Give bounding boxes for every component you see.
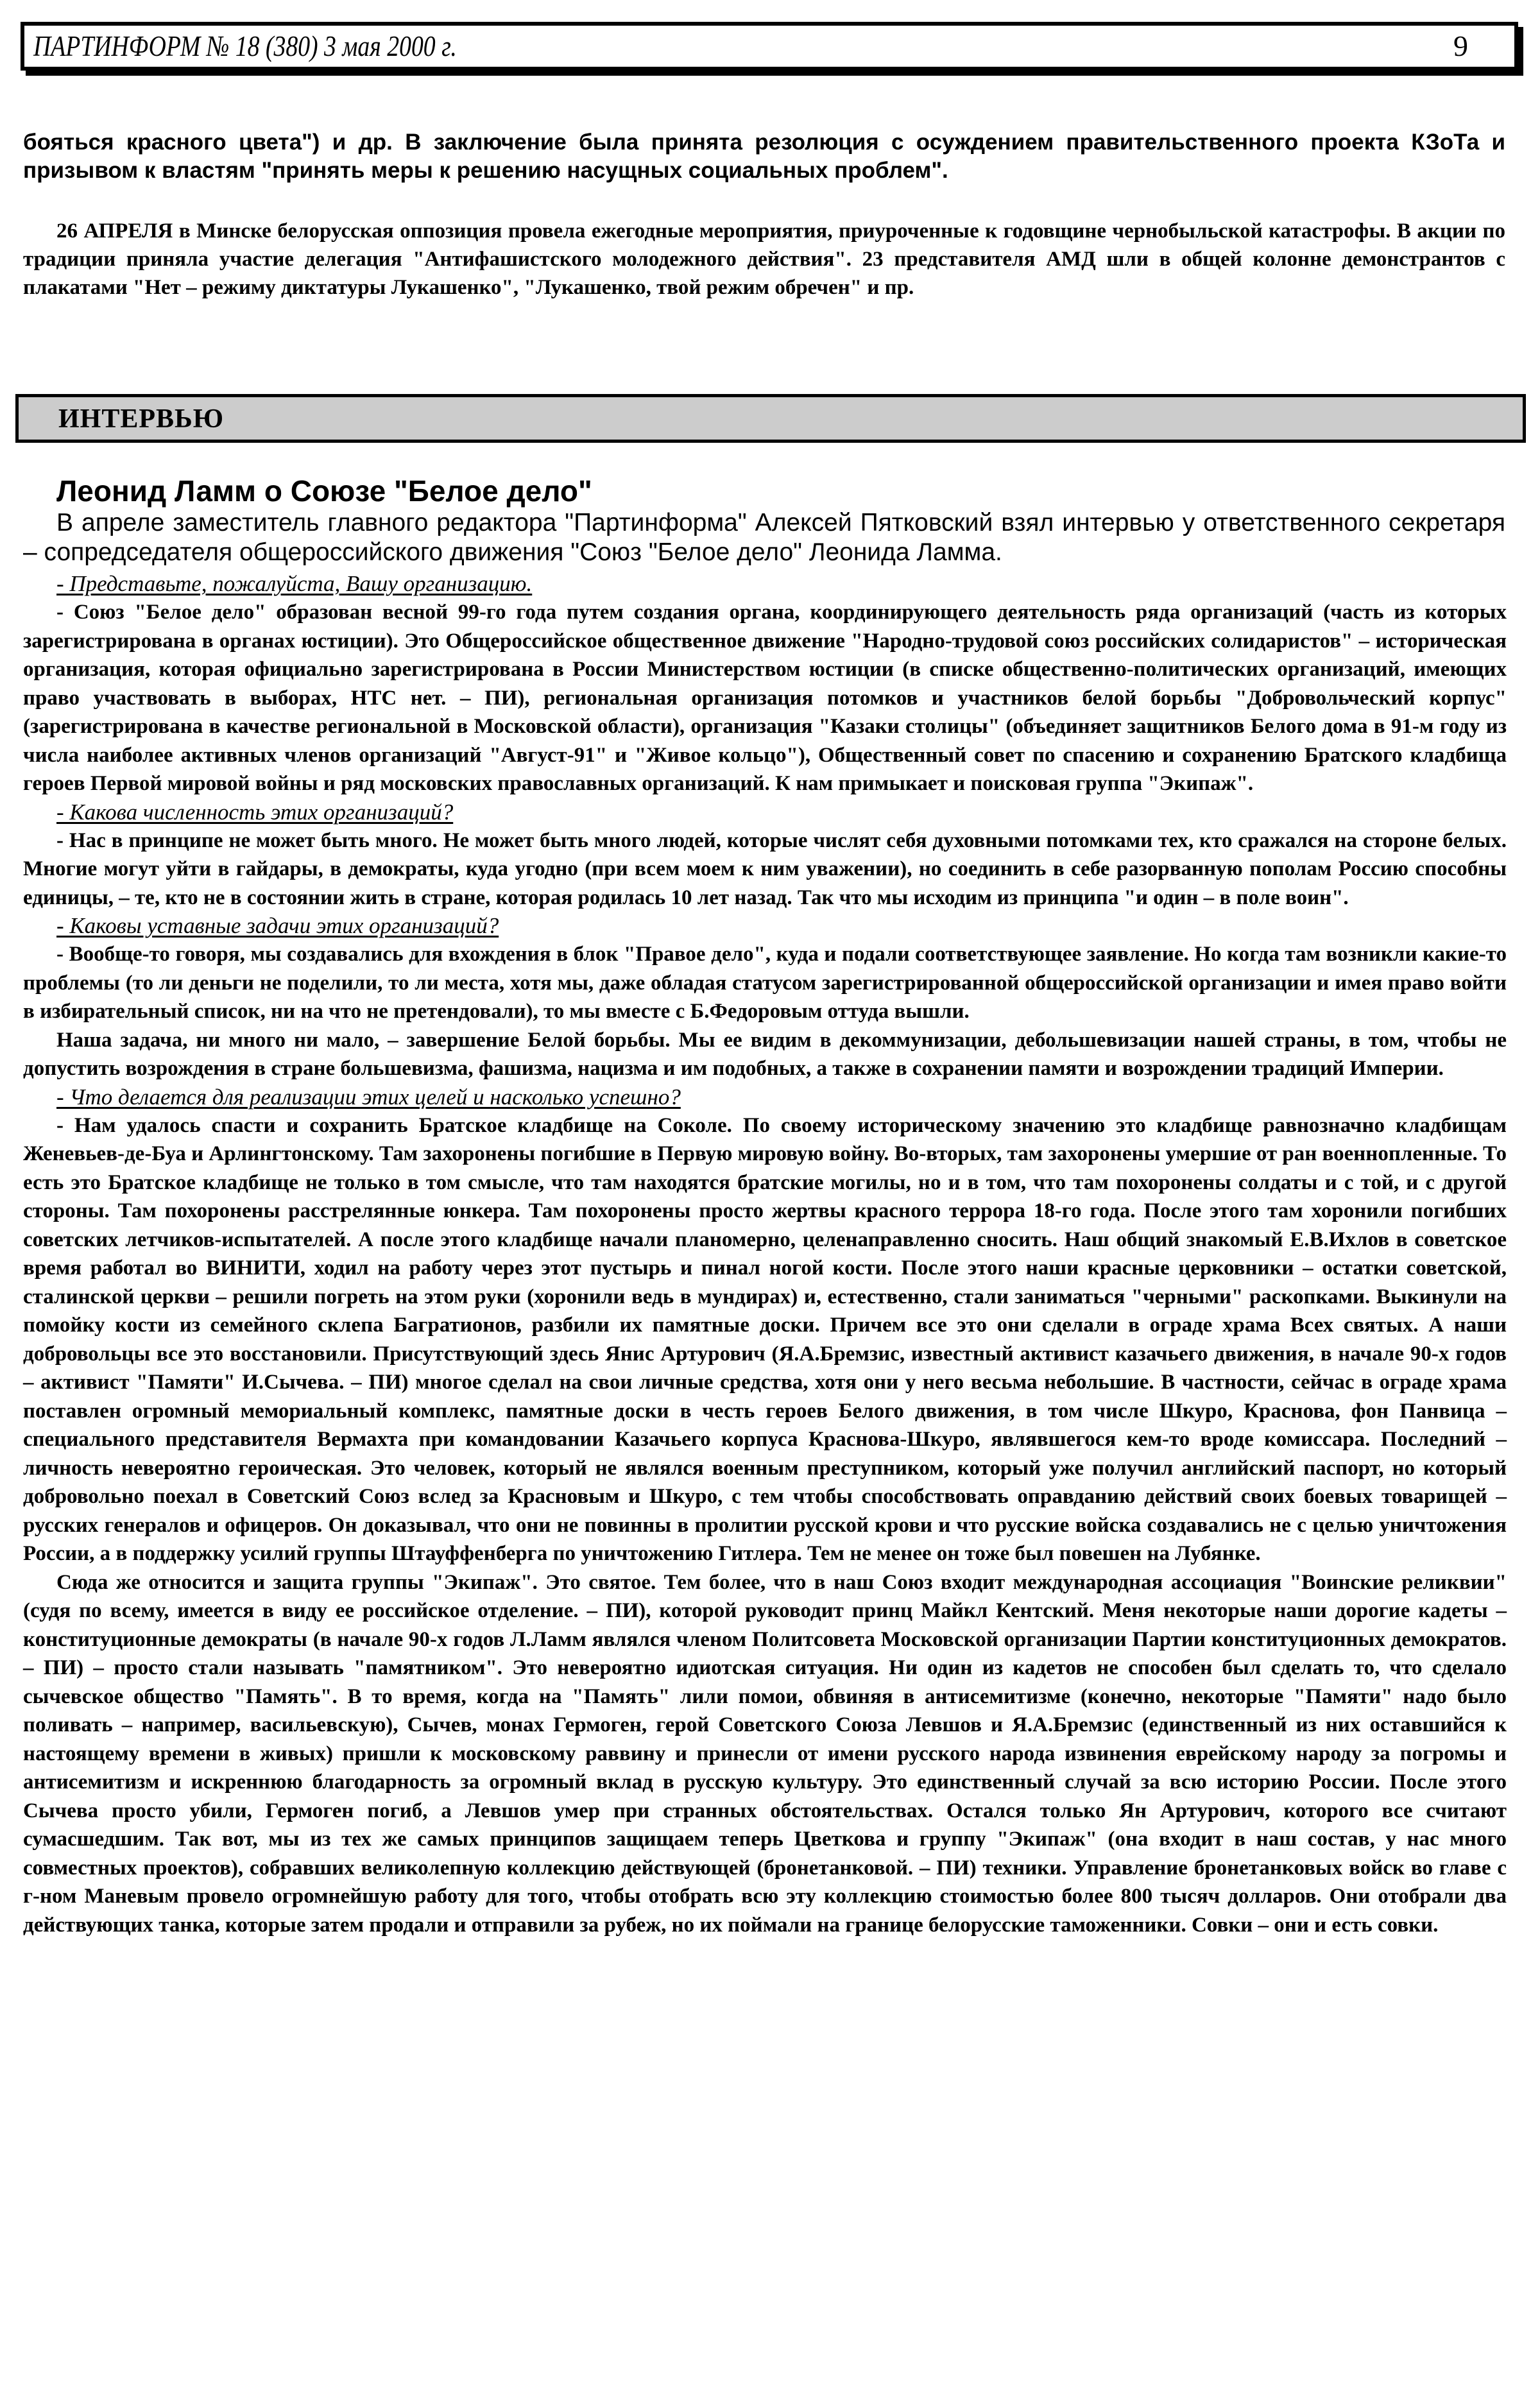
section-label: ИНТЕРВЬЮ: [58, 404, 225, 434]
interview-answer: Сюда же относится и защита группы "Экипаж". Это святое. Тем более, что в наш Союз входит международная ассоциация "Воинские реликвии" (судя по всему, имеется в виду ее российское отделение. – ПИ), которой руководит принц Майкл Кентский. Меня некоторые наши дорогие кадеты – конституционные демократы (в начале 90-х годов Л.Ламм являлся членом Политсовета Московской организации Партии конституционных демократов. – ПИ) – просто стали называть "памятником". Это невероятно идиотская ситуация. Ни один из кадетов не способен был сделать то, что сделало сычевское общество "Память". В то время, когда на "Память" лили помои, обвиняя в антисемитизме (конечно, некоторые "Памяти" надо было поливать – например, васильевскую), Сычев, монах Гермоген, герой Советского Союза Левшов и Я.А.Бремзис (единственный из них оставшийся к настоящему времени в живых) пришли к московскому раввину и принесли от имени русского народа извинения еврейскому народу за погромы и антисемитизм и искреннюю благодарность за огромный вклад в русскую культуру. Это единственный случай за всю историю России. После этого Сычева просто убили, Гермоген погиб, а Левшов умер при странных обстоятельствах. Остался только Ян Артурович, которого все считают сумасшедшим. Так вот, мы из тех же самых принципов защищаем теперь Цветкова и группу "Экипаж" (она входит в наш состав, у нас много совместных проектов), собравших великолепную коллекцию действующей (бронетанковой. – ПИ) техники. Управление бронетанковых войск во главе с г-ном Маневым провело огромнейшую работу для того, чтобы отобрать всю эту коллекцию стоимостью более 800 тысяч долларов. Они отобрали два действующих танка, которые затем продали и отправили за рубеж, но их поймали на границе белорусские таможенники. Совки – они и есть совки.: [23, 1570, 1507, 1937]
publication-title: ПАРТИНФОРМ № 18 (380) 3 мая 2000 г.: [33, 30, 457, 62]
page-header: [21, 22, 1518, 71]
interview-question: - Каковы уставные задачи этих организаций?: [56, 913, 499, 938]
article-body: [23, 570, 1507, 1939]
article-intro: В апреле заместитель главного редактора "Партинформа" Алексей Пятковский взял интервью у ответственного секретаря – сопредседателя общероссийского движения "Союз "Белое дело" Леонида Ламма.: [23, 509, 1505, 566]
interview-question: - Что делается для реализации этих целей и насколько успешно?: [56, 1084, 681, 1110]
interview-question: - Какова численность этих организаций?: [56, 799, 454, 825]
interview-question: - Представьте, пожалуйста, Вашу организацию.: [56, 571, 533, 596]
interview-answer: - Нас в принципе не может быть много. Не может быть много людей, которые числят себя духовными потомками тех, кто сражался на стороне белых. Многие могут уйти в гайдары, в демократы, куда угодно (при всем моем к ним уважении), но соединить в себе разорванную пополам Россию способны единицы, – те, кто не в состоянии жить в стране, которая родилась 10 лет назад. Так что мы исходим из принципа "и один – в поле воин".: [23, 828, 1507, 909]
interview-answer: - Нам удалось спасти и сохранить Братское кладбище на Соколе. По своему историческому значению это кладбище равнозначно кладбищам Женевьев-де-Буа и Арлингтонскому. Там захоронены погибшие в Первую мировую войну. Во-вторых, там захоронены умершие от ран военнопленные. То есть это Братское кладбище не только в том смысле, что там находятся братские могилы, но и в том, что там похоронены солдаты и с той, и с другой стороны. Там похоронены расстрелянные юнкера. Там похоронены просто жертвы красного террора 18-го года. После этого там хоронили погибших советских летчиков-испытателей. А после этого кладбище начали планомерно, целенаправленно сносить. Наш общий знакомый Е.В.Ихлов в советское время работал во ВИНИТИ, ходил на работу через этот пустырь и пинал ногой кости. После этого наши красные церковники – остатки советской, сталинской церкви – решили погреть на этом руки (хоронили ведь в мундирах) и, естественно, стали заниматься "черными" раскопками. Выкинули на помойку кости из семейного склепа Багратионов, разбили их памятные доски. Причем все это они сделали в ограде храма Всех святых. А наши добровольцы все это восстановили. Присутствующий здесь Янис Артурович (Я.А.Бремзис, известный активист казачьего движения, в начале 90-х годов – активист "Памяти" И.Сычева. – ПИ) многое сделал на свои личные средства, хотя они у него весьма небольшие. В частности, сейчас в ограде храма поставлен огромный мемориальный комплекс, памятные доски в честь героев Белого движения, в том числе Шкуро, Краснова, фон Панвица – специального представителя Вермахта при командовании Казачьего корпуса Краснова-Шкуро, являвшегося кем-то вроде комиссара. Последний – личность невероятно героическая. Это человек, который не являлся военным преступником, который уже получил английский паспорт, но который добровольно поехал в Советский Союз вслед за Красновым и Шкуро, с тем чтобы способствовать оправданию действий своих боевых товарищей – русских генералов и офицеров. Он доказывал, что они не повинны в пролитии русской крови и что русские войска создавались не с целью уничтожения России, а в поддержку усилий группы Штауффенберга по уничтожению Гитлера. Тем не менее он тоже был повешен на Лубянке.: [23, 1113, 1507, 1565]
news-item-paragraph: 26 АПРЕЛЯ в Минске белорусская оппозиция провела ежегодные мероприятия, приуроченные к годовщине чернобыльской катастрофы. В акции по традиции приняла участие делегация "Антифашистского молодежного действия". 23 представителя АМД шли в общей колонне демонстрантов с плакатами "Нет – режиму диктатуры Лукашенко", "Лукашенко, твой режим обречен" и пр.: [23, 219, 1505, 299]
continuation-paragraph: бояться красного цвета") и др. В заключение была принята резолюция с осуждением правительственного проекта КЗоТа и призывом к властям "принять меры к решению насущных социальных проблем".: [23, 130, 1505, 183]
section-bar: [15, 394, 1526, 443]
interview-answer: - Вообще-то говоря, мы создавались для вхождения в блок "Правое дело", куда и подали соответствующее заявление. Но когда там возникли какие-то проблемы (то ли деньги не поделили, то ли места, хотя мы, даже обладая статусом зарегистрированной общероссийской организации и имея право войти в избирательный список, ни на что не претендовали), то мы вместе с Б.Федоровым оттуда вышли.: [23, 943, 1507, 1023]
article-title: Леонид Ламм о Союзе "Белое дело": [56, 474, 592, 508]
page-number: 9: [1453, 30, 1468, 62]
interview-answer: Наша задача, ни много ни мало, – завершение Белой борьбы. Мы ее видим в декоммунизации, дебольшевизации нашей страны, в том, чтобы не допустить возрождения в стране большевизма, фашизма, нацизма и им подобных, а также в сохранении памяти и возрождении традиций Империи.: [23, 1028, 1507, 1080]
interview-answer: - Союз "Белое дело" образован весной 99-го года путем создания органа, координирующего деятельность ряда организаций (часть из которых зарегистрирована в органах юстиции). Это Общероссийское общественное движение "Народно-трудовой союз российских солидаристов" – историческая организация, которая официально зарегистрирована в России Министерством юстиции (в списке общественно-политических организаций, имеющих право участвовать в выборах, НТС нет. – ПИ), региональная организация потомков и участников белой борьбы "Добровольческий корпус" (зарегистрирована в качестве региональной в Московской области), организация "Казаки столицы" (объединяет защитников Белого дома в 91-м году из числа наиболее активных членов организаций "Август-91" и "Живое кольцо"), Общественный совет по спасению и сохранению Братского кладбища героев Первой мировой войны и ряд московских православных организаций. К нам примыкает и поисковая группа "Экипаж".: [23, 601, 1507, 795]
